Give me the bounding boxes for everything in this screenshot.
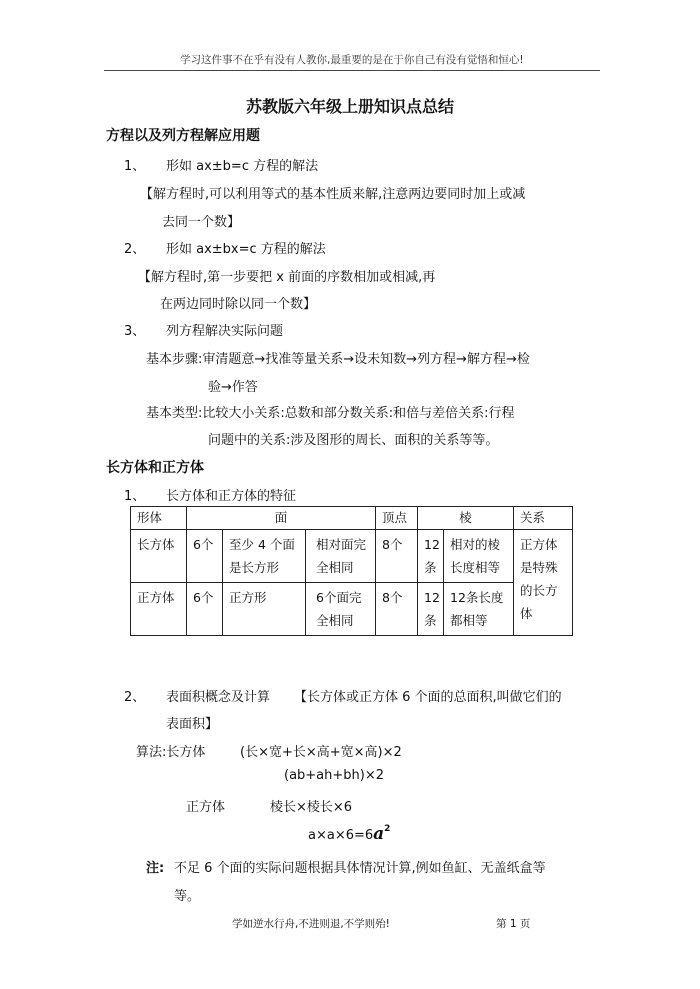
note-text: 等。: [174, 889, 201, 904]
cell-edge-relation: 相对的棱长度相等: [444, 530, 514, 583]
header-shape: 形体: [131, 507, 187, 530]
item-note: 在两边同时除以同一个数】: [160, 297, 317, 312]
section-heading-equations: 方程以及列方程解应用题: [106, 128, 260, 144]
cell-face-relation: 6个面完全相同: [306, 583, 376, 636]
cell-face-desc: 至少 4 个面是长方形: [223, 530, 306, 583]
page-title: 苏教版六年级上册知识点总结: [245, 97, 454, 116]
cell-face-count: 6个: [187, 583, 223, 636]
cell-edge-count: 12条: [418, 530, 444, 583]
cell-edge-relation: 12条长度都相等: [444, 583, 514, 636]
note-label: 注:: [146, 861, 165, 876]
note-text: 不足 6 个面的实际问题根据具体情况计算,例如鱼缸、无盖纸盒等: [174, 861, 546, 876]
page-number: 第 1 页: [496, 918, 531, 930]
table-header-row: [131, 507, 573, 530]
footer-motto: 学如逆水行舟,不进则退,不学则殆!: [232, 918, 390, 930]
header-relation: 关系: [514, 507, 573, 530]
table-row: [131, 530, 573, 583]
cell-face-relation: 相对面完全相同: [306, 530, 376, 583]
header-face: 面: [187, 507, 376, 530]
alpha-symbol: a: [373, 824, 385, 844]
item-number: 1、: [124, 489, 146, 504]
section-heading-cuboid: 长方体和正方体: [106, 460, 204, 476]
types-text: 基本类型:比较大小关系:总数和部分数关系:和倍与差倍关系:行程: [146, 406, 515, 421]
cube-letters-formula: [308, 824, 390, 844]
header-divider: [104, 70, 600, 71]
cell-shape: 长方体: [131, 530, 187, 583]
item-text: 形如 ax±bx=c 方程的解法: [166, 242, 326, 257]
definition-text: 表面积】: [166, 717, 219, 732]
cell-vertex: 8个: [376, 583, 418, 636]
cube-letters: a×a×6=6: [308, 828, 374, 843]
steps-text: 验→作答: [208, 380, 258, 395]
cuboid-letters: (ab+ah+bh)×2: [284, 768, 385, 783]
definition-text: 【长方体或正方体 6 个面的总面积,叫做它们的: [294, 690, 562, 705]
types-text: 问题中的关系:涉及图形的周长、面积的关系等等。: [208, 433, 499, 448]
item-text: 表面积概念及计算: [166, 690, 271, 705]
item-note: 【解方程时,第一步要把 x 前面的序数相加或相减,再: [138, 270, 436, 285]
item-text: 形如 ax±b=c 方程的解法: [166, 159, 319, 174]
steps-text: 基本步骤:审清题意→找准等量关系→设未知数→列方程→解方程→检: [146, 352, 530, 367]
item-text: 列方程解决实际问题: [166, 324, 284, 339]
header-vertex: 顶点: [376, 507, 418, 530]
cell-relation: 正方体是特殊的长方体: [514, 530, 573, 636]
cell-edge-count: 12条: [418, 583, 444, 636]
features-table: [130, 506, 573, 636]
cuboid-formula: (长×宽+长×高+宽×高)×2: [240, 745, 402, 760]
cell-face-desc: 正方形: [223, 583, 306, 636]
item-number: 1、: [124, 159, 146, 174]
cell-vertex: 8个: [376, 530, 418, 583]
calc-label: 算法:长方体: [136, 745, 206, 760]
cube-formula: 棱长×棱长×6: [270, 800, 353, 815]
cube-label: 正方体: [186, 800, 226, 815]
item-number: 2、: [124, 690, 146, 705]
item-text: 长方体和正方体的特征: [166, 489, 297, 504]
item-note: 去同一个数】: [162, 215, 241, 230]
table-row: [131, 583, 573, 636]
header-motto: 学习这件事不在乎有没有人教你,最重要的是在于你自己有没有觉悟和恒心!: [180, 54, 524, 66]
cell-face-count: 6个: [187, 530, 223, 583]
cell-shape: 正方体: [131, 583, 187, 636]
item-number: 2、: [124, 242, 146, 257]
header-edge: 棱: [418, 507, 514, 530]
item-number: 3、: [124, 324, 146, 339]
item-note: 【解方程时,可以利用等式的基本性质来解,注意两边要同时加上或减: [140, 187, 526, 202]
exponent: 2: [384, 824, 391, 834]
